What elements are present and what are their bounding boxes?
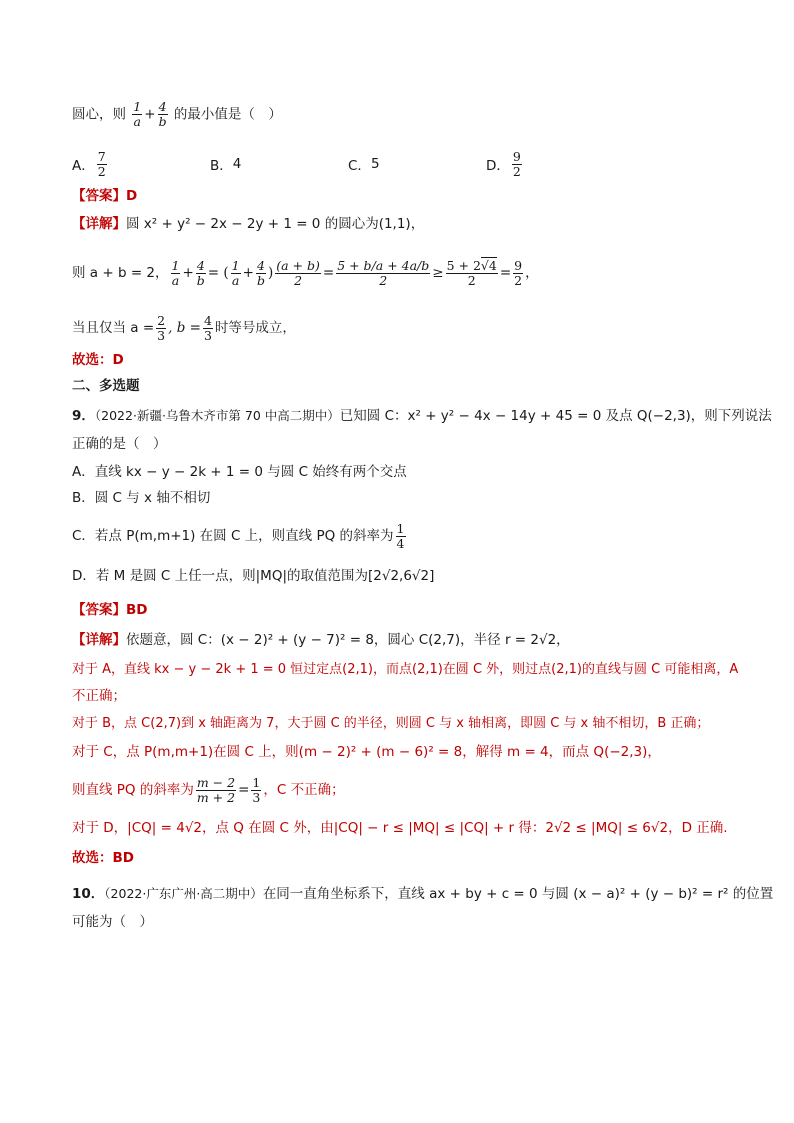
q8-stem: 圆心，则 $\frac{1}{a}$ + $\frac{4}{b}$ 的最小值是（ ） — [72, 99, 282, 129]
q9-option-b: B．圆 C 与 x 轴不相切 — [72, 490, 211, 506]
q9-for-a-line2: 不正确； — [72, 688, 126, 704]
q8-stem-prefix: 圆心，则 — [72, 106, 126, 123]
q9-option-c: C．若点 P(m,m+1) 在圆 C 上，则直线 PQ 的斜率为 $\frac{1}{4}$ — [72, 520, 405, 551]
q8-option-a: A． $\frac{7}{2}$ — [72, 148, 106, 179]
q10-stem-line1: 10．（2022·广东广州·高二期中）在同一直角坐标系下，直线 ax + by + c = 0 与圆 (x − a)² + (y − b)² = r² 的位置 — [72, 886, 774, 902]
q8-conclusion: 故选：D — [72, 352, 124, 368]
q8-answer: 【答案】D — [72, 188, 138, 204]
q8-detail-line2: 则 a + b = 2， $\frac{1}{a}$ + $\frac{4}{b}$ = ( $\frac{1}{a}$ + $\frac{4}{b}$ ) $\frac{(a + b)}{2}$ = $\frac{5 + b/a + 4a/b}{2}$ ≥ $\frac{5 + 2√4}{2}$ = $\frac{9}{2}$ ， — [72, 257, 539, 288]
q8-stem-suffix: 的最小值是（ ） — [173, 106, 282, 123]
q9-for-b: 对于 B，点 C(2,7)到 x 轴距离为 7，大于圆 C 的半径，则圆 C 与 x 轴相离，即圆 C 与 x 轴不相切，B 正确； — [72, 716, 710, 731]
q9-for-d: 对于 D，|CQ| = 4√2，点 Q 在圆 C 外，由|CQ| − r ≤ |MQ| ≤ |CQ| + r 得：2√2 ≤ |MQ| ≤ 6√2，D 正确. — [72, 820, 728, 836]
q9-detail-line1: 【详解】依题意，圆 C：(x − 2)² + (y − 7)² = 8，圆心 C(2,7)，半径 r = 2√2， — [72, 632, 570, 648]
q9-for-c-line1: 对于 C，点 P(m,m+1)在圆 C 上，则(m − 2)² + (m − 6)² = 8，解得 m = 4，而点 Q(−2,3)， — [72, 744, 661, 760]
q8-detail-line1: 【详解】圆 x² + y² − 2x − 2y + 1 = 0 的圆心为(1,1)， — [72, 216, 425, 232]
q8-detail-tag: 【详解】 — [72, 216, 126, 232]
q9-stem-line2: 正确的是（ ） — [72, 436, 167, 452]
q10-stem-line2: 可能为（ ） — [72, 914, 153, 930]
q9-option-d: D．若 M 是圆 C 上任一点，则|MQ|的取值范围为[2√2,6√2] — [72, 568, 435, 584]
q8-option-d: D． $\frac{9}{2}$ — [486, 148, 521, 179]
q9-conclusion: 故选：BD — [72, 850, 134, 866]
q9-stem-line1: 9．（2022·新疆·乌鲁木齐市第 70 中高二期中）已知圆 C：x² + y² − 4x − 14y + 45 = 0 及点 Q(−2,3)，则下列说法 — [72, 408, 772, 424]
q8-detail-line3: 当且仅当 a = $\frac{2}{3}$ , b = $\frac{4}{3}$ 时等号成立， — [72, 312, 296, 343]
q8-option-b: B． 4 — [210, 156, 242, 174]
section-title: 二、多选题 — [72, 378, 140, 394]
q8-option-c: C． 5 — [348, 156, 380, 174]
q9-for-c-line2: 则直线 PQ 的斜率为 $\frac{m - 2}{m + 2}$ = $\frac{1}{3}$ ，C 不正确； — [72, 774, 345, 805]
q9-detail-tag: 【详解】 — [72, 632, 126, 648]
q9-for-a-line1: 对于 A，直线 kx − y − 2k + 1 = 0 恒过定点(2,1)，而点(2,1)在圆 C 外，则过点(2,1)的直线与圆 C 可能相离，A — [72, 662, 739, 677]
q8-options — [72, 146, 722, 182]
q9-answer: 【答案】BD — [72, 602, 148, 618]
q9-option-a: A．直线 kx − y − 2k + 1 = 0 与圆 C 始终有两个交点 — [72, 464, 407, 480]
